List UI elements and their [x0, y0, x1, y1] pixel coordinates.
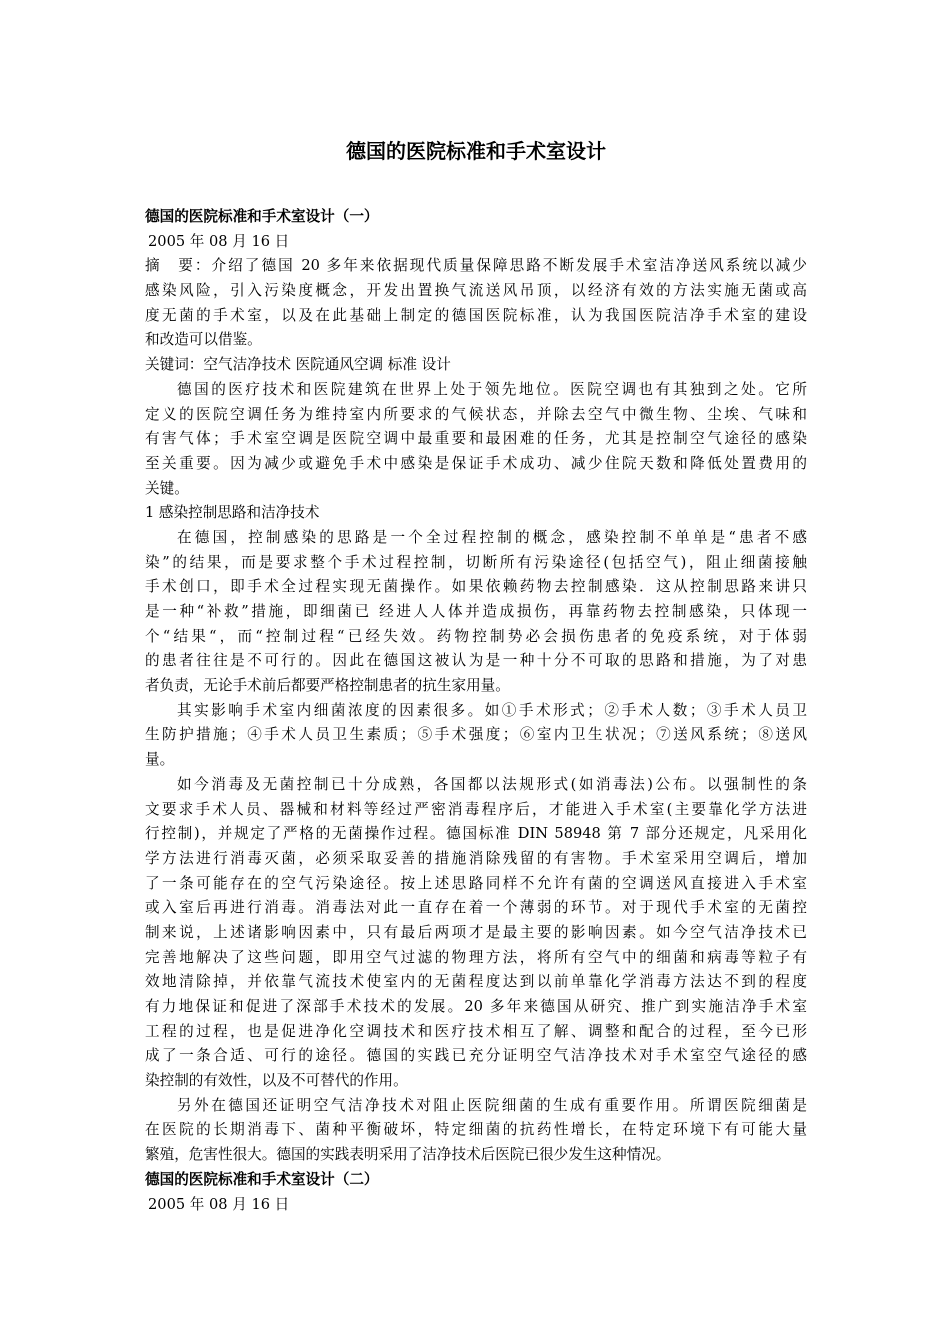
paragraph-line: 至关重要。因为减少或避免手术中感染是保证手术成功、减少住院天数和降低处置费用的 [145, 454, 807, 472]
paragraph-line: 在医院的长期消毒下、菌种平衡破坏，特定细菌的抗药性增长，在特定环境下有可能大量 [145, 1121, 807, 1139]
paragraph-line: 德国的医疗技术和医院建筑在世界上处于领先地位。医院空调也有其独到之处。它所 [177, 380, 807, 398]
paragraph-disinfection [145, 773, 807, 1094]
paragraph-line: 关键。 [145, 479, 189, 497]
paragraph-line: 个“结果“，而“控制过程“已经失效。药物控制势必会损伤患者的免疫系统，对于体弱 [145, 627, 807, 645]
paragraph-line: 效地清除掉，并依靠气流技术使室内的无菌程度达到以前单靠化学消毒方法达不到的程度 [145, 973, 807, 991]
paragraph-line: 制来说，上述诸影响因素中，只有最后两项才是最主要的影响因素。如今空气洁净技术已 [145, 923, 807, 941]
paragraph-line: 成了一条合适、可行的途径。德国的实践已充分证明空气洁净技术对手术室空气途径的感 [145, 1047, 807, 1065]
paragraph-line: 行控制)，并规定了严格的无菌操作过程。德国标准 DIN 58948 第 7 部分还规定，凡采用化 [145, 825, 807, 843]
paragraph-line: 完善地解决了这些问题，即用空气过滤的物理方法，将所有空气中的细菌和病毒等粒子有 [145, 948, 807, 966]
paragraph-line: 工程的过程，也是促进净化空调技术和医疗技术相互了解、调整和配合的过程，至今已形 [145, 1022, 807, 1040]
document-title: 德国的医院标准和手术室设计 [346, 139, 606, 163]
abstract-line: 度无菌的手术室，以及在此基础上制定的德国医院标准，认为我国医院洁净手术室的建设 [145, 306, 807, 324]
paragraph-line: 在德国，控制感染的思路是一个全过程控制的概念，感染控制不单单是“患者不感 [177, 528, 807, 546]
paragraph-hospital-bacteria [145, 1094, 807, 1168]
section-date: 2005 年 08 月 16 日 [148, 232, 290, 250]
paragraph-line: 或入室后再进行消毒。消毒法对此一直存在着一个薄弱的环节。对于现代手术室的无菌控 [145, 899, 807, 917]
paragraph-line: 有害气体；手术室空调是医院空调中最重要和最困难的任务，尤其是控制空气途径的感染 [145, 430, 807, 448]
paragraph-line: 染”的结果，而是要求整个手术过程控制，切断所有污染途径(包括空气)，阻止细菌接触 [145, 553, 807, 571]
abstract-line: 感染风险，引入污染度概念，开发出置换气流送风吊顶，以经济有效的方法实施无菌或高 [145, 282, 807, 300]
section-heading: 德国的医院标准和手术室设计（一） [145, 208, 379, 225]
paragraph-factors [145, 699, 807, 773]
paragraph-line: 学方法进行消毒灭菌，必须采取妥善的措施消除残留的有害物。手术室采用空调后，增加 [145, 849, 807, 867]
paragraph-line: 定义的医院空调任务为维持室内所要求的气候状态，并除去空气中微生物、尘埃、气味和 [145, 405, 807, 423]
paragraph-line: 是一种“补救”措施，即细菌已 经进人人体并造成损伤，再靠药物去控制感染，只体现一 [145, 603, 807, 620]
paragraph-intro [145, 378, 807, 501]
subheading: 1 感染控制思路和洁净技术 [145, 504, 320, 522]
paragraph-line: 的患者往往是不可行的。因此在德国这被认为是一种十分不可取的思路和措施，为了对患 [145, 652, 807, 670]
document-body [145, 205, 807, 1217]
paragraph-line: 染控制的有效性，以及不可替代的作用。 [145, 1072, 408, 1090]
paragraph-line: 另外在德国还证明空气洁净技术对阻止医院细菌的生成有重要作用。所谓医院细菌是 [177, 1096, 807, 1114]
abstract [145, 254, 807, 353]
abstract-line: 和改造可以借鉴。 [145, 331, 262, 349]
paragraph-line: 文要求手术人员、器械和材料等经过严密消毒程序后，才能进入手术室(主要靠化学方法进 [145, 800, 807, 818]
abstract-line: 摘 要：介绍了德国 20 多年来依据现代质量保障思路不断发展手术室洁净送风系统以减少 [145, 257, 807, 275]
paragraph-infection-control [145, 526, 807, 699]
paragraph-line: 其实影响手术室内细菌浓度的因素很多。如①手术形式；②手术人数；③手术人员卫 [177, 701, 807, 719]
paragraph-line: 手术创口，即手术全过程实现无菌操作。如果依赖药物去控制感染．这从控制思路来讲只 [145, 578, 807, 596]
section-heading: 德国的医院标准和手术室设计（二） [145, 1170, 379, 1188]
section-date: 2005 年 08 月 16 日 [148, 1195, 290, 1213]
paragraph-line: 有力地保证和促进了深部手术技术的发展。20 多年来德国从研究、推广到实施洁净手术室 [145, 998, 807, 1015]
keywords: 关键词：空气洁净技术 医院通风空调 标准 设计 [145, 356, 451, 374]
paragraph-line: 了一条可能存在的空气污染途径。按上述思路同样不允许有菌的空调送风直接进入手术室 [145, 874, 807, 892]
paragraph-line: 者负责，无论手术前后都要严格控制患者的抗生家用量。 [145, 677, 510, 695]
paragraph-line: 繁殖，危害性很大。德国的实践表明采用了洁净技术后医院已很少发生这种情况。 [145, 1146, 671, 1164]
paragraph-line: 量。 [145, 751, 175, 769]
paragraph-line: 生防护措施；④手术人员卫生素质；⑤手术强度；⑥室内卫生状况；⑦送风系统；⑧送风 [145, 726, 807, 744]
paragraph-line: 如今消毒及无菌控制已十分成熟，各国都以法规形式(如消毒法)公布。以强制性的条 [177, 775, 807, 793]
